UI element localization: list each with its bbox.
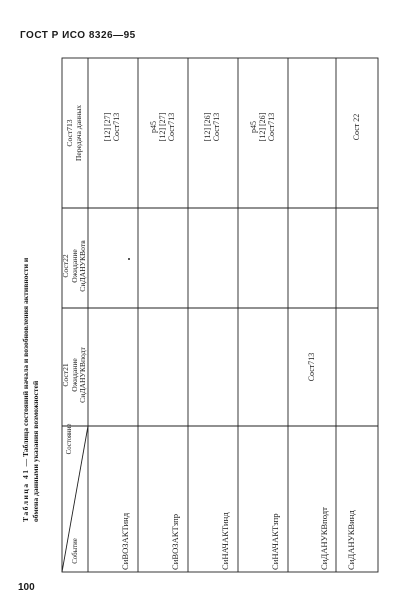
row-label-5: СиДАНУКВподт [319, 507, 329, 570]
column-header-sost21: Сост21 Ожидание СиДАНУКВподт [61, 347, 87, 403]
column-header-sost22: Сост22 Ожидание СиДАНУКВотв [61, 240, 87, 292]
caption-label: Таблица 41 [21, 468, 30, 522]
corner-state-label: Состояние [66, 423, 73, 455]
cell-r5-sost21: Сост713 [307, 352, 316, 382]
page-number: 100 [18, 582, 35, 593]
cell-r1-sost713: [12] [27] Сост713 [103, 112, 121, 142]
cell-r4-sost713: p45 [12] [26] Сост713 [249, 112, 276, 142]
row-label-2: СиВОЗАКТзпр [170, 513, 180, 570]
caption-line1: — Таблица состояний начала и возобновления активности и [21, 257, 30, 469]
row-label-4: СиНАЧАКТзпр [270, 513, 280, 570]
row-label-6: СиДАНУКВинд [346, 510, 356, 570]
caption-line2: обмена данными указания возможностей [31, 380, 40, 522]
row-label-1: СиВОЗАКТинд [120, 512, 130, 570]
cell-r6-sost713: Сост 22 [352, 113, 361, 141]
page-header: ГОСТ Р ИСО 8326—95 [20, 30, 136, 41]
row-label-3: СиНАЧАКТинд [220, 512, 230, 570]
cell-r2-sost713: p45 [12] [27] Сост713 [149, 112, 176, 142]
column-header-sost713: Сост713 Передача данных [65, 104, 83, 162]
print-dot [128, 258, 130, 260]
corner-event-label: Событие [72, 538, 79, 564]
cell-r3-sost713: [12] [26] Сост713 [203, 112, 221, 142]
